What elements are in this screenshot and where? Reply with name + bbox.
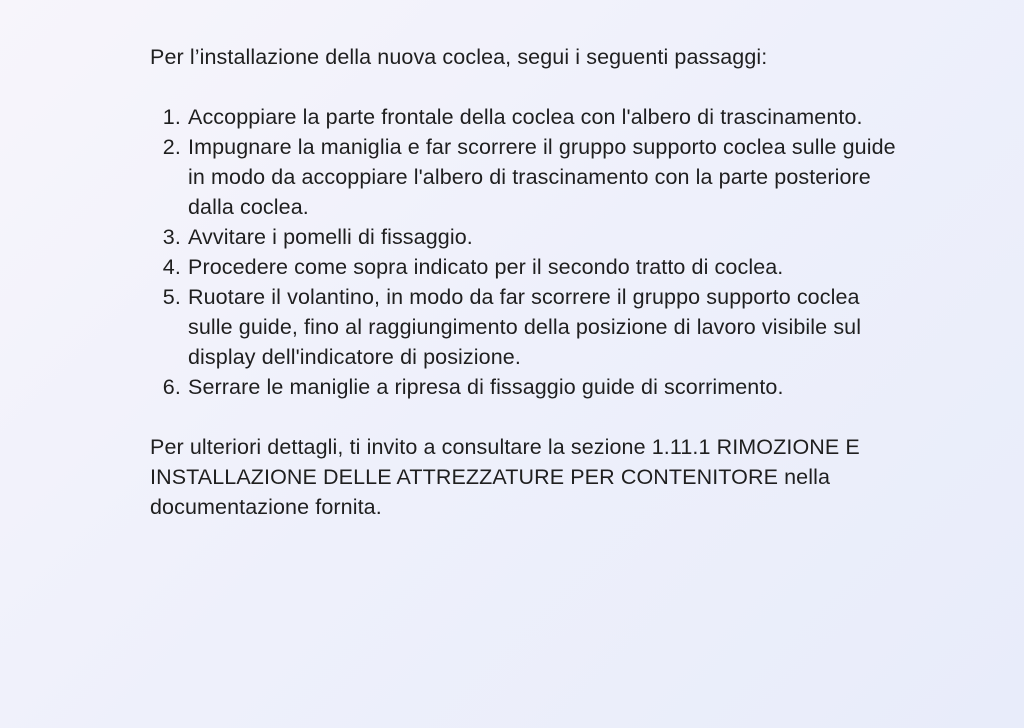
list-item: 5. Ruotare il volantino, in modo da far scorrere il gruppo supporto coclea sulle guide, fino al raggiungimento della posizione di lavoro visibile sul display dell'indicatore di posizione. xyxy=(187,282,910,372)
list-item: 4. Procedere come sopra indicato per il secondo tratto di coclea. xyxy=(187,252,910,282)
chat-response xyxy=(150,42,910,522)
intro-text: Per l’installazione della nuova coclea, segui i seguenti passaggi: xyxy=(150,45,768,69)
list-item: 2. Impugnare la maniglia e far scorrere il gruppo supporto coclea sulle guide in modo da accoppiare l'albero di trascinamento con la parte posteriore dalla coclea. xyxy=(187,132,910,222)
steps-list xyxy=(150,102,910,402)
list-item: 3. Avvitare i pomelli di fissaggio. xyxy=(187,222,910,252)
list-item: 1. Accoppiare la parte frontale della coclea con l'albero di trascinamento. xyxy=(187,102,910,132)
list-item: 6. Serrare le maniglie a ripresa di fissaggio guide di scorrimento. xyxy=(187,372,910,402)
outro-text: Per ulteriori dettagli, ti invito a consultare la sezione 1.11.1 RIMOZIONE E INSTALLAZIONE DELLE ATTREZZATURE PER CONTENITORE nella documentazione fornita. xyxy=(150,435,860,519)
